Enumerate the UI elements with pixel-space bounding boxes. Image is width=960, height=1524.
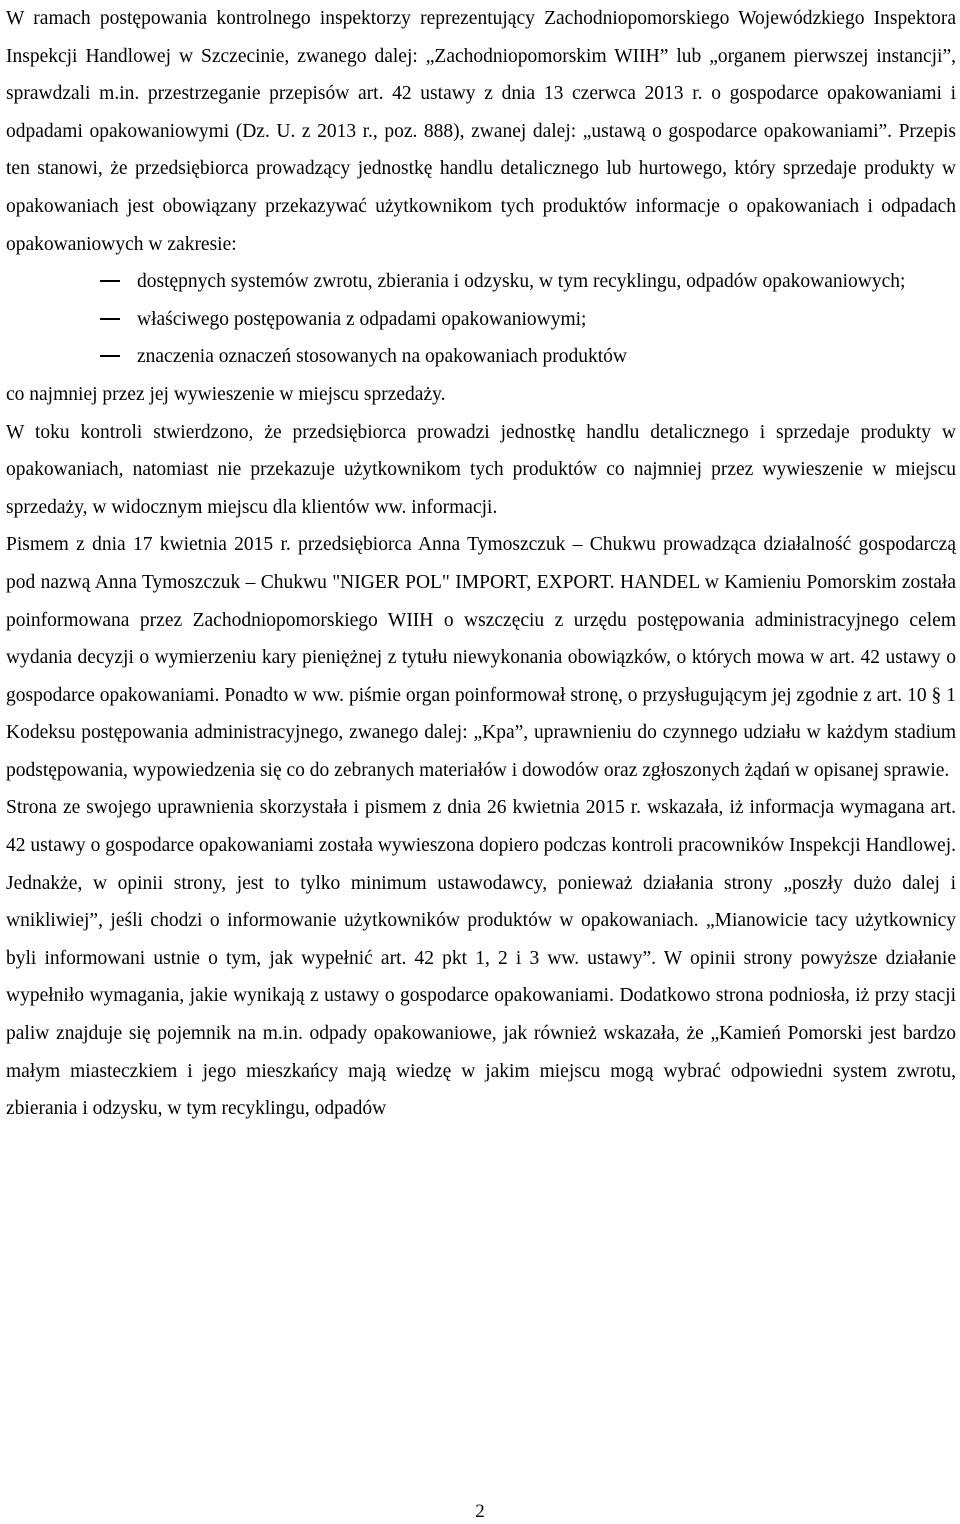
paragraph-list-closing: co najmniej przez jej wywieszenie w miejscu sprzedaży. [6,383,446,405]
paragraph-party-response: Strona ze swojego uprawnienia skorzystała i pismem z dnia 26 kwietnia 2015 r. wskazała, iż informacja wymagana art. 42 ustawy o gospodarce opakowaniami została wywieszona dopiero podczas kontroli pracowników Inspekcji Handlowej. Jednakże, w opinii strony, jest to tylko minimum ustawodawcy, ponieważ działania strony „poszły dużo dalej i wnikliwiej”, jeśli chodzi o informowanie użytkowników produktów w opakowaniach. „Mianowicie tacy użytkownicy byli informowani ustnie o tym, jak wypełnić art. 42 pkt 1, 2 i 3 ww. ustawy”. W opinii strony powyższe działanie wypełniło wymagania, jakie wynikają z ustawy o gospodarce opakowaniami. Dodatkowo strona podniosła, iż przy stacji paliw znajduje się pojemnik na m.in. odpady opakowaniowe, jak również wskazała, że „Kamień Pomorski jest bardzo małym miasteczkiem i jego mieszkańcy mają wiedzę w jakim miejscu mogą wybrać odpowiedni system zwrotu, zbierania i odzysku, w tym recyklingu, odpadów [6,797,956,1120]
list-item-text: znaczenia oznaczeń stosowanych na opakowaniach produktów [137,346,628,368]
document-page [6,0,956,1128]
paragraph-intro: W ramach postępowania kontrolnego inspektorzy reprezentujący Zachodniopomorskiego Wojewódzkiego Inspektora Inspekcji Handlowej w Szczecinie, zwanego dalej: „Zachodniopomorskim WIIH” lub „organem pierwszej instancji”, sprawdzali m.in. przestrzeganie przepisów art. 42 ustawy z dnia 13 czerwca 2013 r. o gospodarce opakowaniami i odpadami opakowaniowymi (Dz. U. z 2013 r., poz. 888), zwanej dalej: „ustawą o gospodarce opakowaniami”. Przepis ten stanowi, że przedsiębiorca prowadzący jednostkę handlu detalicznego lub hurtowego, który sprzedaje produkty w opakowaniach jest obowiązany przekazywać użytkownikom tych produktów informacje o opakowaniach i odpadach opakowaniowych w zakresie: [6,8,956,255]
dash-bullet-icon [100,280,120,282]
list-item [6,338,956,376]
paragraph-inspection-findings: W toku kontroli stwierdzono, że przedsiębiorca prowadzi jednostkę handlu detalicznego i sprzedaje produkty w opakowaniach, natomiast nie przekazuje użytkownikom tych produktów co najmniej przez wywieszenie w miejscu sprzedaży, w widocznym miejscu dla klientów ww. informacji. [6,421,956,518]
list-item-text: właściwego postępowania z odpadami opakowaniowymi; [137,308,587,330]
paragraph-notification: Pismem z dnia 17 kwietnia 2015 r. przedsiębiorca Anna Tymoszczuk – Chukwu prowadząca działalność gospodarczą pod nazwą Anna Tymoszczuk – Chukwu "NIGER POL" IMPORT, EXPORT. HANDEL w Kamieniu Pomorskim została poinformowana przez Zachodniopomorskiego WIIH o wszczęciu z urzędu postępowania administracyjnego celem wydania decyzji o wymierzeniu kary pieniężnej z tytułu niewykonania obowiązków, o których mowa w art. 42 ustawy o gospodarce opakowaniami. Ponadto w ww. piśmie organ poinformował stronę, o przysługującym jej zgodnie z art. 10 § 1 Kodeksu postępowania administracyjnego, zwanego dalej: „Kpa”, uprawnieniu do czynnego udziału w każdym stadium podstępowania, wypowiedzenia się co do zebranych materiałów i dowodów oraz zgłoszonych żądań w opisanej sprawie. [6,534,956,781]
list-item [6,263,956,301]
page-number: 2 [475,1501,485,1522]
dash-bullet-icon [100,318,120,320]
list-item-text: dostępnych systemów zwrotu, zbierania i odzysku, w tym recyklingu, odpadów opakowaniowych; [137,271,906,293]
list-item [6,301,956,339]
requirements-list [6,263,956,376]
dash-bullet-icon [100,355,120,357]
